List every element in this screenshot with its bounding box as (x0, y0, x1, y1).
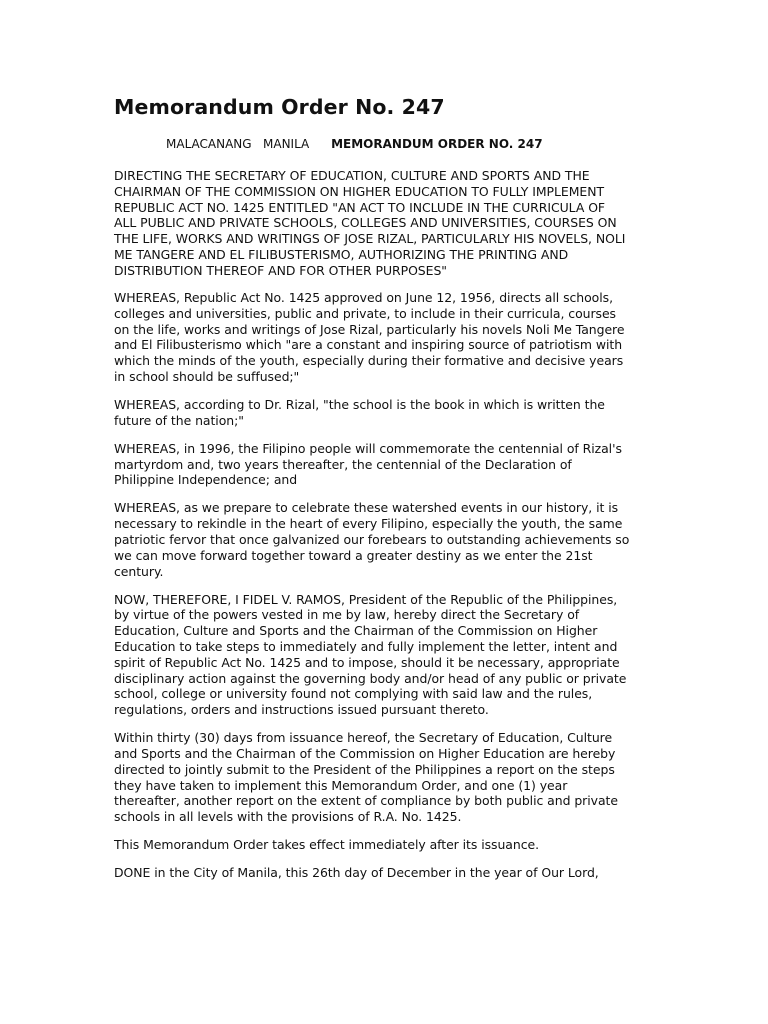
order-number-heading: MEMORANDUM ORDER NO. 247 (331, 137, 543, 151)
document-title: Memorandum Order No. 247 (114, 95, 445, 119)
whereas-paragraph-2: WHEREAS, according to Dr. Rizal, "the school is the book in which is written the future of the nation;" (114, 397, 605, 428)
document-subheader (166, 136, 630, 152)
reporting-paragraph: Within thirty (30) days from issuance hereof, the Secretary of Education, Culture and Sports and the Chairman of the Commission on Higher Education are hereby directed to jointly submit to the President of the Philippines a report on the steps they have taken to implement this Memorandum Order, and one (1) year thereafter, another report on the extent of compliance by both public and private schools in all levels with the provisions of R.A. No. 1425. (114, 730, 618, 825)
order-directive-caps: DIRECTING THE SECRETARY OF EDUCATION, CULTURE AND SPORTS AND THE CHAIRMAN OF THE COMMISSION ON HIGHER EDUCATION TO FULLY IMPLEMENT REPUBLIC ACT NO. 1425 ENTITLED "AN ACT TO INCLUDE IN THE CURRICULA OF ALL PUBLIC AND PRIVATE SCHOOLS, COLLEGES AND UNIVERSITIES, COURSES ON THE LIFE, WORKS AND WRITINGS OF JOSE RIZAL, PARTICULARLY HIS NOVELS, NOLI ME TANGERE AND EL FILIBUSTERISMO, AUTHORIZING THE PRINTING AND DISTRIBUTION THEREOF AND FOR OTHER PURPOSES" (114, 168, 626, 278)
done-paragraph: DONE in the City of Manila, this 26th day of December in the year of Our Lord, (114, 865, 599, 881)
whereas-paragraph-1: WHEREAS, Republic Act No. 1425 approved on June 12, 1956, directs all schools, colleges and universities, public and private, to include in their curricula, courses on the life, works and writings of Jose Rizal, particularly his novels Noli Me Tangere and El Filibusterismo which "are a constant and inspiring source of patriotism with which the minds of the youth, especially during their formative and decisive years in school should be suffused;" (114, 290, 625, 385)
issuing-place: MALACANANG MANILA (166, 137, 310, 151)
effectivity-paragraph: This Memorandum Order takes effect immediately after its issuance. (114, 837, 540, 853)
whereas-paragraph-3: WHEREAS, in 1996, the Filipino people will commemorate the centennial of Rizal's martyrdom and, two years thereafter, the centennial of the Declaration of Philippine Independence; and (114, 440, 622, 488)
now-therefore-paragraph: NOW, THEREFORE, I FIDEL V. RAMOS, President of the Republic of the Philippines, by virtue of the powers vested in me by law, hereby direct the Secretary of Education, Culture and Sports and the Chairman of the Commission on Higher Education to take steps to immediately and fully implement the letter, intent and spirit of Republic Act No. 1425 and to impose, should it be necessary, appropriate disciplinary action against the governing body and/or head of any public or private school, college or university found not complying with said law and the rules, regulations, orders and instructions issued pursuant thereto. (114, 591, 627, 718)
whereas-paragraph-4: WHEREAS, as we prepare to celebrate these watershed events in our history, it is necessary to rekindle in the heart of every Filipino, especially the youth, the same patriotic fervor that once galvanized our forebears to outstanding achievements so we can move forward together toward a greater destiny as we enter the 21st century. (114, 500, 630, 579)
document-page (114, 94, 630, 893)
